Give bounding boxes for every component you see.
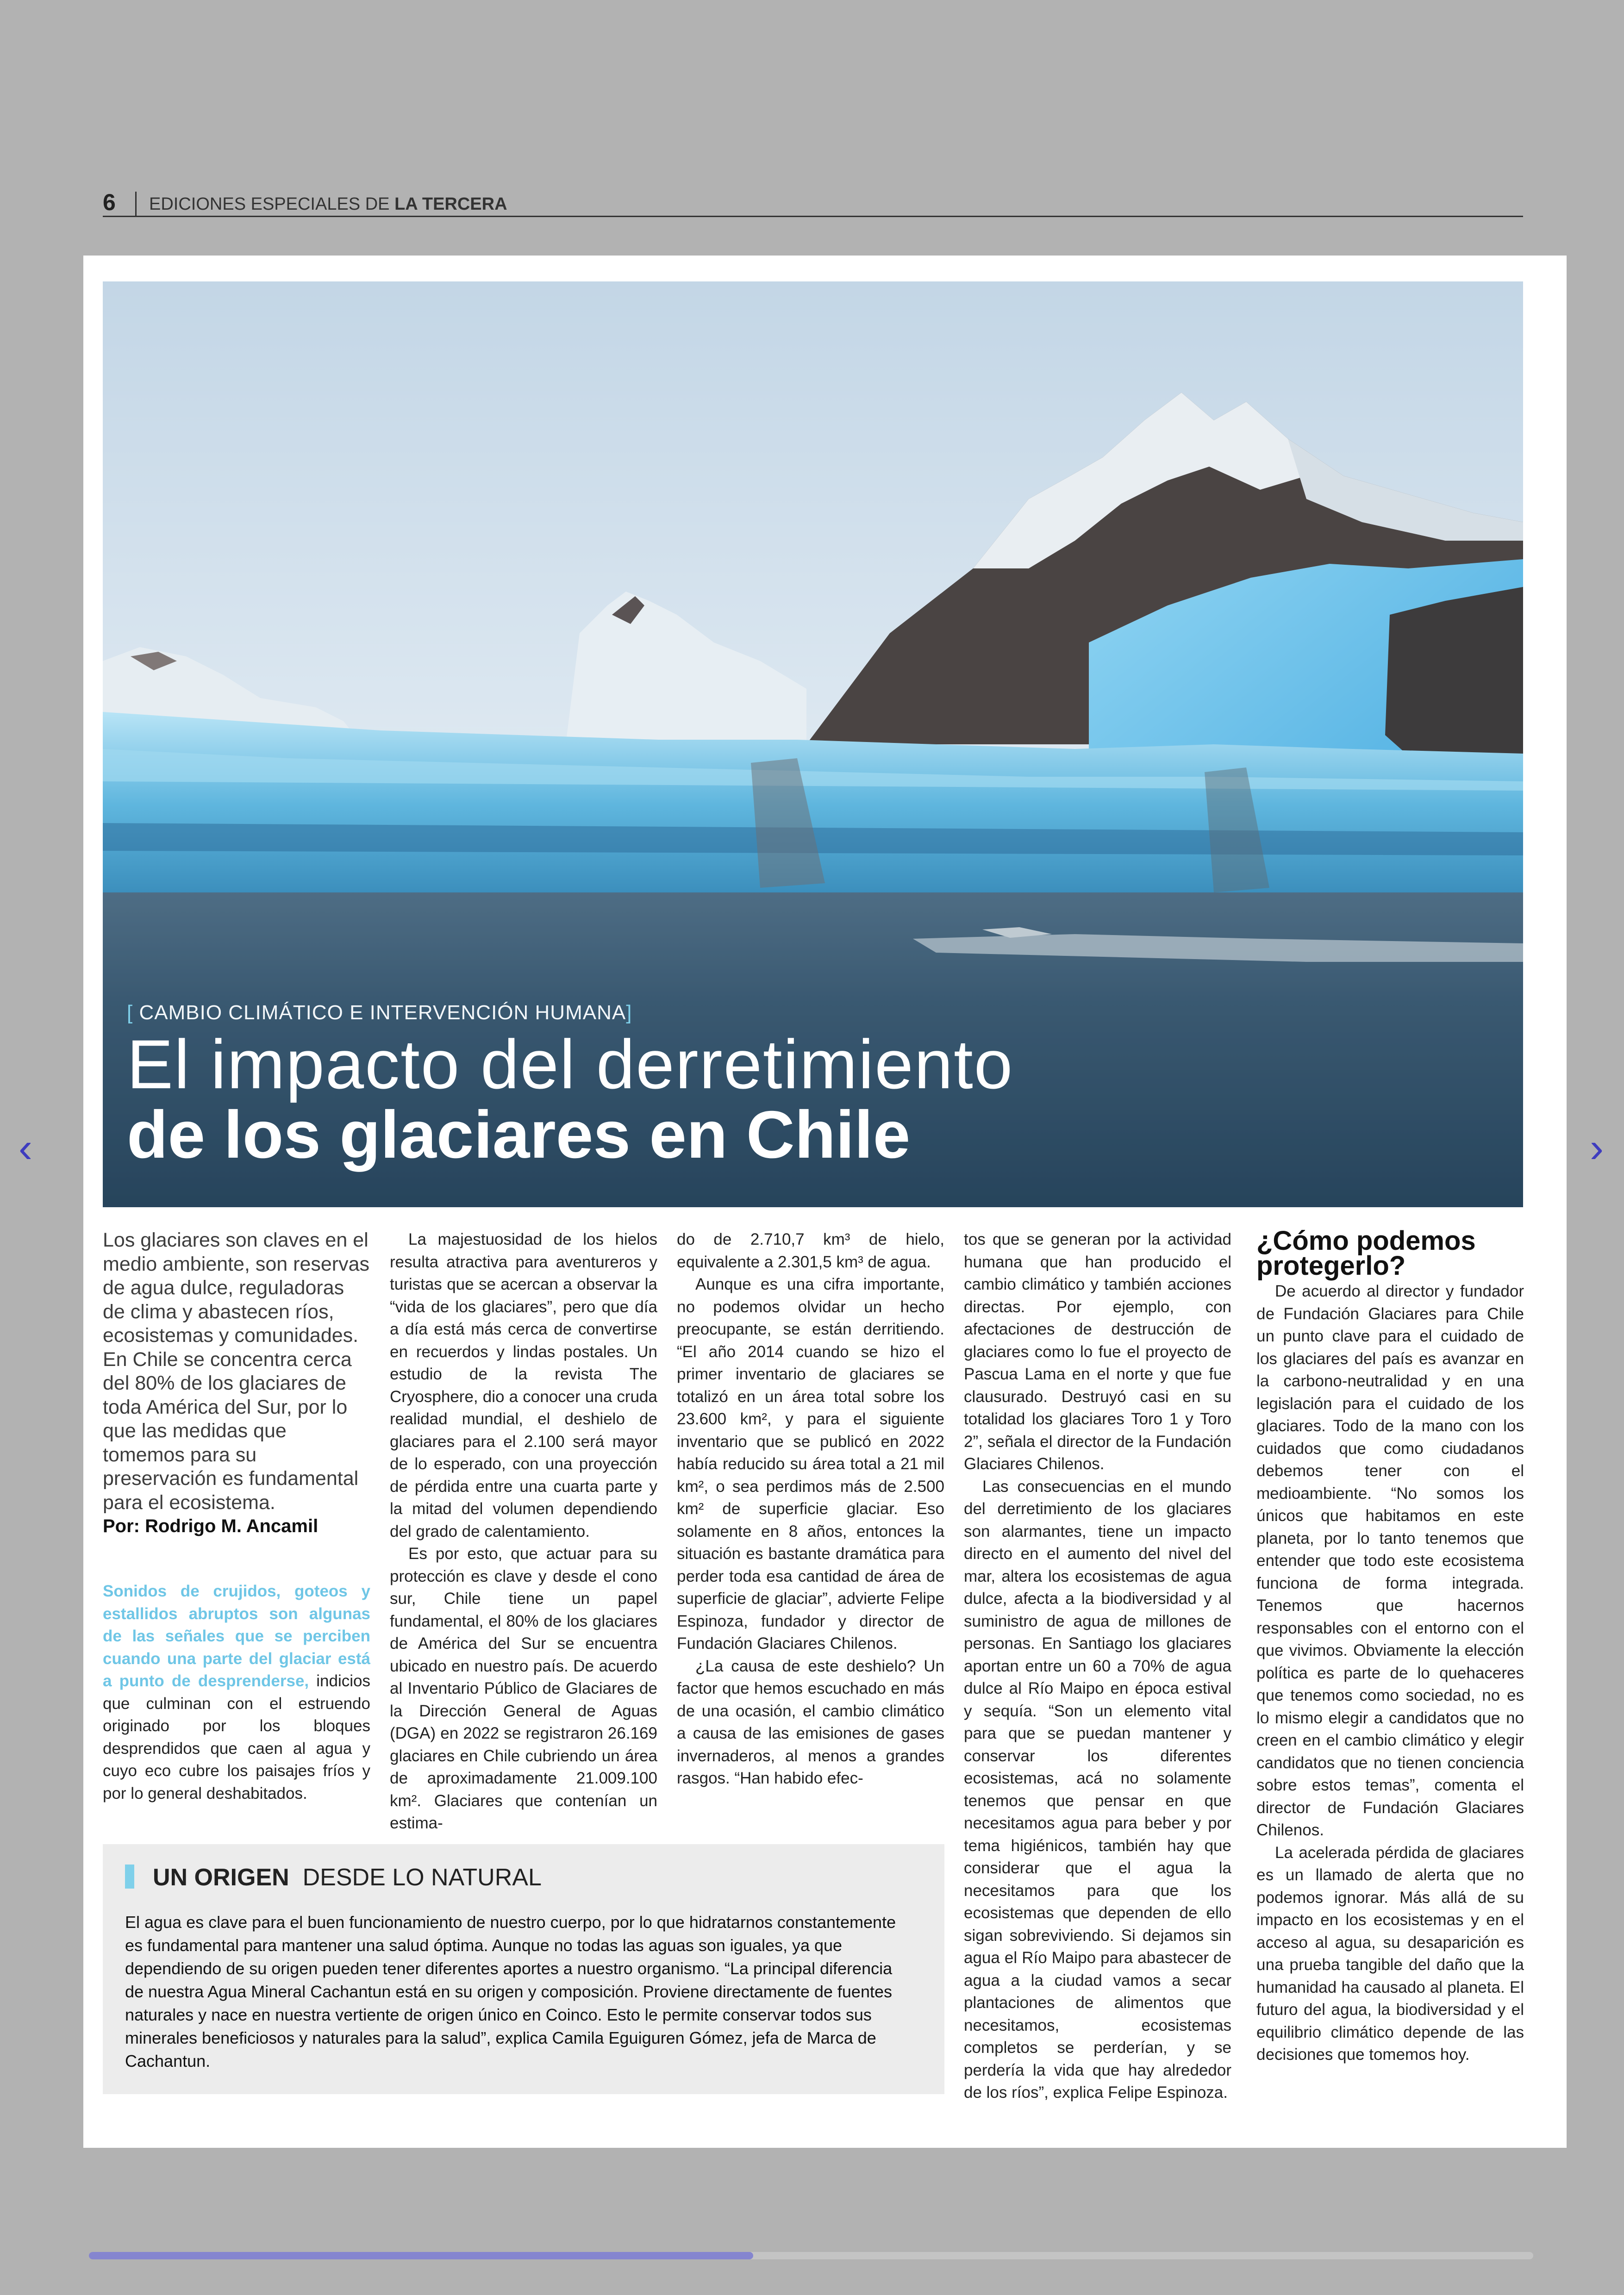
paragraph-rest: indicios que culminan con el estruendo originado por los bloques desprendidos que caen al agua y cuyo eco cubre los paisajes fríos y por lo general deshabitados. <box>103 1672 370 1802</box>
article-paragraph: tos que se generan por la actividad humana que han producido el cambio climático y también acciones directas. Por ejemplo, con afectaciones de destrucción de glaciares como lo fue el proyecto de Pascua Lama en el norte y que fue clausurado. Destruyó casi en su totalidad los glaciares Toro 1 y Toro 2”, señala el director de la Fundación Glaciares Chilenos. <box>964 1230 1231 1473</box>
article-column-1 <box>103 1229 370 1805</box>
article-paragraph: Aunque es una cifra importante, no podemos olvidar un hecho preocupante, se están derritiendo. “El año 2014 cuando se hizo el primer inventario de glaciares se totalizó en un área total sobre los 23.600 km², y para el siguiente inventario que se publicó en 2022 había reducido su área total a 21 mil km², o sea perdimos más de 2.500 km² de superficie glaciar. Eso solamente en 8 años, entonces la situación es bastante dramática para perder toda esa cantidad de área de superficie de glaciar”, advierte Felipe Espinoza, fundador y director de Fundación Glaciares Chilenos. <box>677 1275 944 1653</box>
article-paragraph: Es por esto, que actuar para su protección es clave y desde el cono sur, Chile tiene un papel fundamental, el 80% de los glaciares de América del Sur se encuentra ubicado en nuestro país. De acuerdo al Inventario Público de Glaciares de la Dirección General de Aguas (DGA) en 2022 se registraron 26.169 glaciares en Chile cubriendo un área de aproximadamente 21.009.100 km². Glaciares que contenían un estima- <box>390 1545 657 1832</box>
box-title-bold: UN ORIGEN <box>153 1864 289 1891</box>
article-column-2 <box>390 1229 657 1835</box>
next-page-button[interactable] <box>1580 1125 1613 1171</box>
sponsored-box <box>103 1844 944 2094</box>
article-paragraph <box>103 1580 370 1805</box>
chevron-right-icon: › <box>1590 1125 1604 1171</box>
article-column-3 <box>677 1229 944 1790</box>
chevron-left-icon: ‹ <box>19 1125 32 1171</box>
box-accent-bar <box>125 1865 134 1889</box>
article-paragraph: ¿La causa de este deshielo? Un factor que hemos escuchado en más de una ocasión, el cambio climático a causa de las emisiones de gases invernaderos, al menos a grandes rasgos. “Han habido efec- <box>677 1657 944 1787</box>
headline-line-2: de los glaciares en Chile <box>127 1097 911 1172</box>
article-lead: Los glaciares son claves en el medio ambiente, son reservas de agua dulce, reguladoras de clima y abastecen ríos, ecosistemas y comunidades. En Chile se concentra cerca del 80% de los glaciares de toda América del Sur, por lo que las medidas que tomemos para su preservación es fundamental para el ecosistema. <box>103 1229 370 1514</box>
prev-page-button[interactable] <box>9 1125 42 1171</box>
section-prefix: EDICIONES ESPECIALES DE <box>149 194 390 214</box>
kicker-text: CAMBIO CLIMÁTICO E INTERVENCIÓN HUMANA <box>139 1001 626 1024</box>
subheading: ¿Cómo podemos protegerlo? <box>1256 1226 1476 1281</box>
box-title <box>153 1864 542 1891</box>
box-body: El agua es clave para el buen funcionamiento de nuestro cuerpo, por lo que hidratarnos constantemente es fundamental para mantener una salud óptima. Aunque no todas las aguas son iguales, ya que dependiendo de su origen pueden tener diferentes aportes a nuestro organismo. “La principal diferencia de nuestra Agua Mineral Cachantun está en su origen y composición. Proviene directamente de fuentes naturales y nace en nuestra vertiente de origen único en Coinco. Esto le permite conservar todos sus minerales beneficiosos y naturales para la salud”, explica Camila Eguiguren Gómez, jefa de Marca de Cachantun. <box>125 1913 896 2070</box>
article-paragraph: La acelerada pérdida de glaciares es un llamado de alerta que no podemos ignorar. Más allá de su impacto en los ecosistemas y en el acceso al agua, su desaparición es una prueba tangible del daño que la humanidad ha causado al planeta. El futuro del agua, la biodiversidad y el equilibrio climático depende de las decisiones que tomemos hoy. <box>1256 1843 1524 2064</box>
kicker-bracket-close: ] <box>626 1001 632 1024</box>
reading-progress-bar[interactable] <box>89 2252 1533 2259</box>
article-paragraph: La majestuosidad de los hielos resulta atractiva para aventureros y turistas que se acercan a observar la “vida de los glaciares”, pero que día a día está más cerca de convertirse en recuerdos y lindas postales. Un estudio de la revista The Cryosphere, dio a conocer una cruda realidad mundial, el deshielo de glaciares para el 2.100 será mayor de lo esperado, con una proyección de pérdida entre una cuarta parte y la mitad del volumen dependiendo del grado de calentamiento. <box>390 1230 657 1540</box>
article-paragraph: Las consecuencias en el mundo del derretimiento de los glaciares son alarmantes, tiene un impacto directo en el aumento del nivel del mar, altera los ecosistemas de agua dulce, afecta a la biodiversidad y al suministro de agua de millones de personas. En Santiago los glaciares aportan entre un 60 a 70% de agua dulce al Río Maipo en época estival y sequía. “Son un elemento vital para que se puedan mantener y conservar los diferentes ecosistemas, acá no solamente tenemos que pensar en que necesitamos agua para beber y por tema higiénicos, también hay que considerar que el agua la necesitamos para que los ecosistemas que dependen de ello sigan sobreviviendo. Si dejamos sin agua el Río Maipo para abastecer de agua a la ciudad vamos a secar plantaciones de alimentos que necesitamos, ecosistemas completos se perderían, y se perdería la vida que hay alrededor de los ríos”, explica Felipe Espinoza. <box>964 1477 1231 2102</box>
box-title-light: DESDE LO NATURAL <box>302 1864 542 1891</box>
kicker-bracket-open: [ <box>127 1001 133 1024</box>
article-paragraph: do de 2.710,7 km³ de hielo, equivalente a 2.301,5 km³ de agua. <box>677 1230 944 1271</box>
headline-line-1: El impacto del derretimiento <box>127 1025 1014 1103</box>
running-head-divider <box>135 192 137 216</box>
article-byline: Por: Rodrigo M. Ancamil <box>103 1516 319 1536</box>
magazine-page <box>83 256 1567 2148</box>
reading-progress-fill <box>89 2252 753 2259</box>
page-number: 6 <box>103 189 116 215</box>
hero-image <box>103 281 1523 1207</box>
article-paragraph: De acuerdo al director y fundador de Fundación Glaciares para Chile un punto clave para el cuidado de los glaciares del país es avanzar en la carbono-neutralidad y en una legislación para el cuidado de los glaciares. Todo de la mano con los cuidados que como ciudadanos debemos tener con el medioambiente. “No somos los únicos que habitamos en este planeta, por lo tanto tenemos que entender que todo este ecosistema funciona de forma integrada. Tenemos que hacernos responsables con el entorno con el que vivimos. Obviamente la elección política es parte de lo quehaceres que tenemos como sociedad, no es lo mismo elegir a candidatos que no creen en el cambio climático y elegir candidatos que no tienen conciencia sobre estos temas”, comenta el director de Fundación Glaciares Chilenos. <box>1256 1282 1524 1839</box>
section-title <box>149 194 507 214</box>
article-kicker <box>127 1001 632 1024</box>
article-column-4 <box>964 1229 1231 2104</box>
section-brand: LA TERCERA <box>394 194 507 214</box>
article-column-5 <box>1256 1226 1524 2066</box>
highlighted-opening: Sonidos de crujidos, goteos y estallidos abruptos son algunas de las señales que se perciben cuando una parte del glaciar está a punto de desprenderse, <box>103 1582 370 1690</box>
running-head <box>103 189 1523 217</box>
